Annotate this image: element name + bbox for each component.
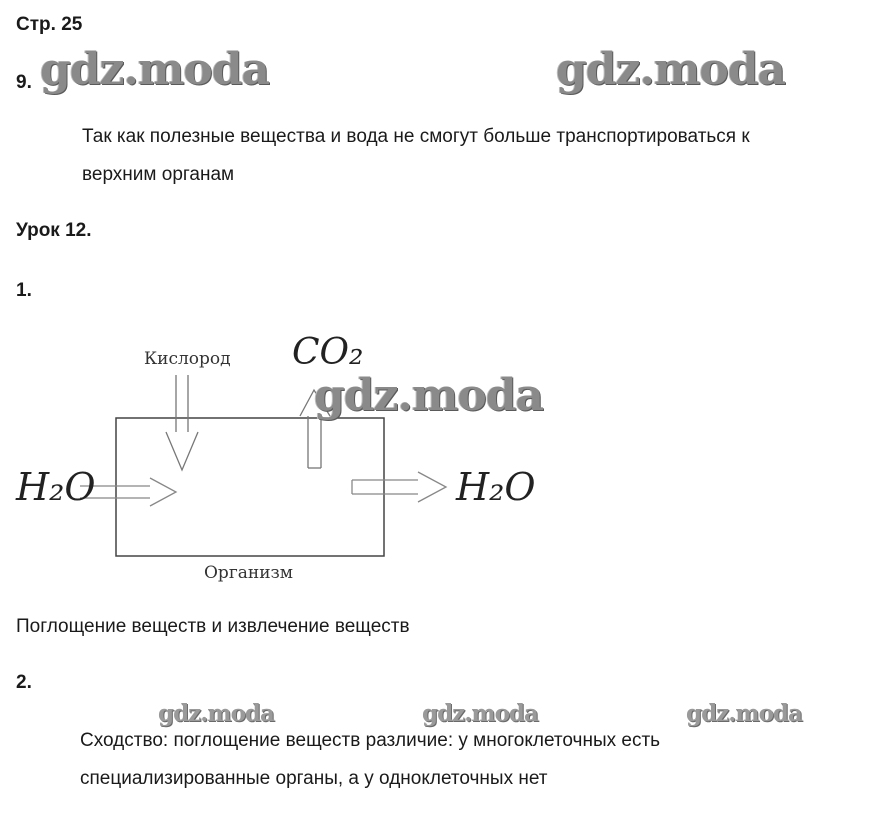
question-2-answer-line: Сходство: поглощение веществ различие: у многоклеточных есть xyxy=(80,730,661,751)
oxygen-arrow xyxy=(166,375,198,470)
organism-box xyxy=(116,418,384,556)
watermark-logo: gdz.moda xyxy=(40,44,270,95)
water-out-arrow xyxy=(352,472,446,502)
watermark-logo: gdz.moda xyxy=(422,700,538,727)
watermark-logo: gdz.moda xyxy=(158,700,274,727)
organism-exchange-diagram xyxy=(0,320,600,590)
question-2-number: 2. xyxy=(16,672,32,693)
lesson-heading: Урок 12. xyxy=(16,220,92,241)
page-heading: Стр. 25 xyxy=(16,14,83,35)
question-9-answer xyxy=(82,118,862,194)
co2-label: CO₂ xyxy=(292,332,364,373)
oxygen-label: Кислород xyxy=(144,349,231,369)
question-9-answer-line: верхним органам xyxy=(82,164,235,185)
question-9-answer-line: Так как полезные вещества и вода не смогут больше транспортироваться к xyxy=(82,126,750,147)
question-1-number: 1. xyxy=(16,280,32,301)
water-in-label: H₂O xyxy=(16,465,96,509)
question-9-number: 9. xyxy=(16,72,32,93)
question-2-answer-line: специализированные органы, а у одноклеточных нет xyxy=(80,768,548,789)
question-2-answer xyxy=(80,722,860,798)
watermark-logo: gdz.moda xyxy=(556,44,786,95)
water-out-label: H₂O xyxy=(456,465,536,509)
watermark-logo: gdz.moda xyxy=(686,700,802,727)
organism-label: Организм xyxy=(204,563,294,583)
question-1-answer: Поглощение веществ и извлечение веществ xyxy=(16,616,410,637)
watermark-logo: gdz.moda xyxy=(314,370,544,421)
